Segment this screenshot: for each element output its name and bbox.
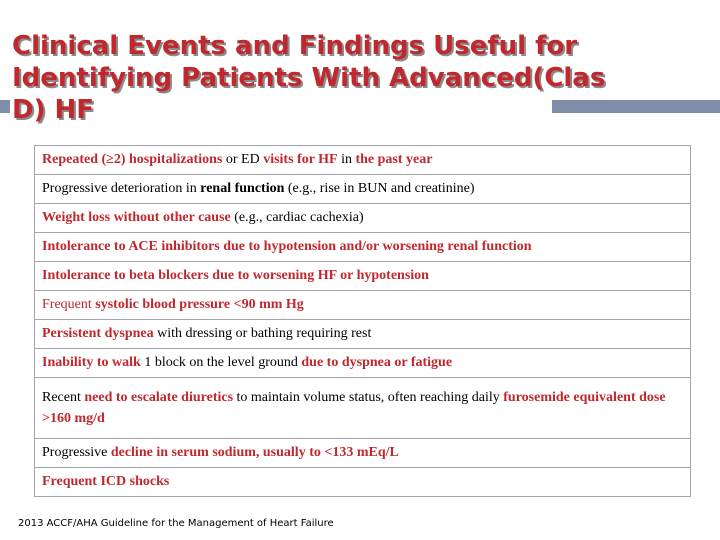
footer-citation: 2013 ACCF/AHA Guideline for the Management of Heart Failure <box>18 518 334 529</box>
table-row <box>35 291 691 320</box>
finding-text: Frequent <box>42 297 96 312</box>
finding-text: or ED <box>222 152 264 167</box>
table-row <box>35 146 691 175</box>
finding-cell <box>35 378 691 439</box>
finding-cell <box>35 146 691 175</box>
finding-text: visits for HF <box>263 152 338 167</box>
table-row <box>35 320 691 349</box>
finding-cell <box>35 468 691 497</box>
finding-text: Intolerance to ACE inhibitors due to hypotension and/or worsening renal function <box>42 239 532 254</box>
table-row <box>35 439 691 468</box>
table-row <box>35 262 691 291</box>
finding-text: due to dyspnea or fatigue <box>301 355 453 370</box>
table-row <box>35 233 691 262</box>
finding-text: Intolerance to beta blockers due to worsening HF or hypotension <box>42 268 429 283</box>
table-row <box>35 468 691 497</box>
finding-cell <box>35 349 691 378</box>
finding-text: Frequent ICD shocks <box>42 474 170 489</box>
finding-cell <box>35 233 691 262</box>
finding-text: (e.g., cardiac cachexia) <box>230 210 364 225</box>
decorative-bar-left <box>0 100 10 113</box>
finding-cell <box>35 320 691 349</box>
finding-text: Persistent dyspnea <box>42 326 154 341</box>
finding-text: renal function <box>200 181 285 196</box>
finding-text: to maintain volume status, often reaching daily <box>233 390 504 405</box>
title-line-2: Identifying Patients With Advanced(Clas <box>12 63 606 93</box>
table-row <box>35 378 691 439</box>
finding-cell <box>35 291 691 320</box>
finding-text: the past year <box>355 152 433 167</box>
finding-text: Progressive <box>42 445 111 460</box>
finding-cell <box>35 262 691 291</box>
findings-table <box>34 145 691 497</box>
finding-text: 1 block on the level ground <box>140 355 302 370</box>
finding-cell <box>35 204 691 233</box>
finding-text: in <box>337 152 356 167</box>
finding-text: Weight loss without other cause <box>42 210 231 225</box>
finding-text: need to escalate diuretics <box>84 390 234 405</box>
title-line-1: Clinical Events and Findings Useful for <box>12 31 578 61</box>
finding-text: Inability to walk <box>42 355 141 370</box>
finding-text: Repeated (≥2) hospitalizations <box>42 152 223 167</box>
finding-text: Progressive deterioration in <box>42 181 201 196</box>
finding-text: furosemide equivalent dose >160 mg/d <box>42 390 666 426</box>
finding-cell <box>35 439 691 468</box>
table-row <box>35 349 691 378</box>
finding-text: Recent <box>42 390 85 405</box>
decorative-bar-right <box>552 100 720 113</box>
title-line-3: D) HF <box>12 95 95 125</box>
table-row <box>35 204 691 233</box>
finding-text: (e.g., rise in BUN and creatinine) <box>284 181 475 196</box>
finding-cell <box>35 175 691 204</box>
table-row <box>35 175 691 204</box>
finding-text: systolic blood pressure <90 mm Hg <box>95 297 304 312</box>
finding-text: decline in serum sodium, usually to <133 mEq/L <box>110 445 399 460</box>
finding-text: with dressing or bathing requiring rest <box>153 326 372 341</box>
